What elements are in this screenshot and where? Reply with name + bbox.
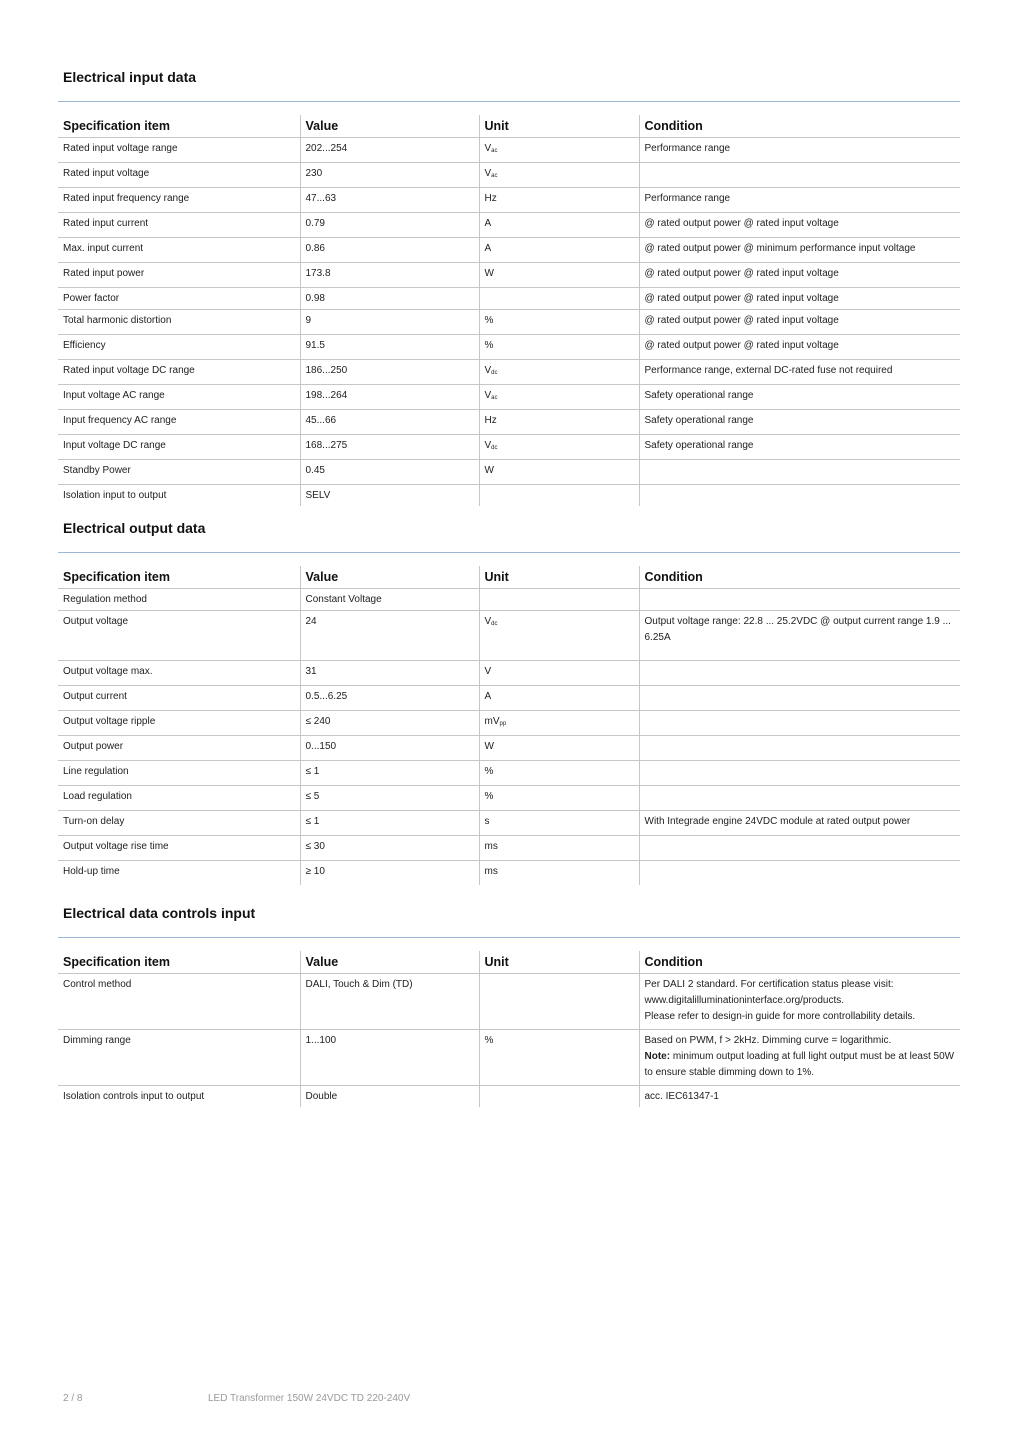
table-row (58, 238, 960, 263)
table-row (58, 611, 960, 661)
input-rows (58, 138, 960, 507)
spec-unit: % (479, 1030, 639, 1086)
condition-line: www.digitalilluminationinterface.org/products. (644, 995, 845, 1006)
spec-item: Rated input voltage range (58, 138, 300, 163)
table-row (58, 736, 960, 761)
spec-value: ≤ 5 (300, 786, 479, 811)
spec-item: Isolation input to output (63, 490, 167, 501)
spec-item: Input frequency AC range (58, 410, 300, 435)
spec-unit (479, 485, 639, 507)
spec-condition: @ rated output power @ rated input voltage (639, 213, 960, 238)
header-row (58, 566, 960, 589)
unit-symbol: % (484, 791, 494, 802)
unit-symbol: V (484, 168, 492, 179)
spec-item: Dimming range (58, 1030, 300, 1086)
spec-item: Control method (58, 974, 300, 1030)
spec-condition (639, 974, 960, 1030)
table-row (58, 686, 960, 711)
table-row (58, 360, 960, 385)
table-row (58, 1030, 960, 1086)
spec-unit (479, 811, 639, 836)
table-row (58, 761, 960, 786)
table-row (58, 861, 960, 886)
unit-symbol: ms (484, 866, 498, 877)
header-value: Value (300, 115, 479, 138)
spec-item: Output voltage max. (58, 661, 300, 686)
spec-value: 186...250 (300, 360, 479, 385)
spec-value: ≤ 1 (300, 811, 479, 836)
table-row (58, 661, 960, 686)
spec-condition (639, 589, 960, 611)
spec-condition: @ rated output power @ minimum performance input voltage (639, 238, 960, 263)
spec-unit (479, 360, 639, 385)
spec-unit (479, 761, 639, 786)
table-row (58, 188, 960, 213)
spec-value: Double (300, 1086, 479, 1108)
unit-subscript: ac (491, 173, 498, 179)
spec-unit (479, 163, 639, 188)
spec-condition (639, 163, 960, 188)
spec-value: 0.79 (300, 213, 479, 238)
spec-unit (479, 836, 639, 861)
unit-subscript: ac (491, 395, 498, 401)
spec-condition: Performance range (639, 138, 960, 163)
unit-symbol: V (484, 143, 492, 154)
spec-value: 45...66 (300, 410, 479, 435)
spec-condition: acc. IEC61347-1 (639, 1086, 960, 1108)
spec-value: ≤ 1 (300, 761, 479, 786)
unit-symbol: Hz (484, 415, 497, 426)
spec-unit (479, 711, 639, 736)
table-row (58, 263, 960, 288)
unit-subscript: ac (491, 148, 498, 154)
header-value: Value (300, 951, 479, 974)
spec-value: 0.86 (300, 238, 479, 263)
unit-symbol: A (484, 218, 492, 229)
spec-value: 91.5 (300, 335, 479, 360)
header-item: Specification item (58, 115, 300, 138)
unit-symbol: A (484, 691, 492, 702)
spec-condition: Safety operational range (639, 410, 960, 435)
unit-symbol: W (484, 268, 494, 279)
input-table (58, 115, 960, 506)
spec-condition: With Integrade engine 24VDC module at rated output power (639, 811, 960, 836)
spec-value: 0.45 (300, 460, 479, 485)
spec-condition: Performance range (639, 188, 960, 213)
spec-condition (639, 736, 960, 761)
spec-condition (639, 661, 960, 686)
spec-unit (479, 435, 639, 460)
unit-symbol: W (484, 741, 494, 752)
spec-unit (479, 188, 639, 213)
header-row (58, 115, 960, 138)
header-unit: Unit (479, 566, 639, 589)
unit-symbol: s (484, 816, 490, 827)
spec-item: Total harmonic distortion (58, 310, 300, 335)
table-row (58, 138, 960, 163)
condition-line: Based on PWM, f > 2kHz. Dimming curve = logarithmic. (644, 1035, 892, 1046)
spec-value: 173.8 (300, 263, 479, 288)
spec-condition (639, 836, 960, 861)
unit-symbol: ms (484, 841, 498, 852)
unit-subscript: dc (491, 621, 498, 627)
table-row (58, 974, 960, 1030)
table-row (58, 335, 960, 360)
section-title: Electrical input data (63, 69, 197, 85)
spec-item: Power factor (58, 288, 300, 310)
unit-symbol: V (484, 365, 492, 376)
spec-unit (479, 460, 639, 485)
spec-condition (639, 761, 960, 786)
spec-item: Isolation controls input to output (63, 1091, 205, 1102)
spec-unit (479, 410, 639, 435)
spec-value: 0...150 (300, 736, 479, 761)
unit-symbol: A (484, 243, 492, 254)
spec-item: Rated input frequency range (58, 188, 300, 213)
spec-unit (479, 138, 639, 163)
spec-item: Rated input current (58, 213, 300, 238)
unit-symbol: % (484, 315, 494, 326)
spec-condition: @ rated output power @ rated input voltage (639, 310, 960, 335)
spec-item: Output voltage (58, 611, 300, 661)
spec-item: Max. input current (58, 238, 300, 263)
spec-value: 31 (300, 661, 479, 686)
spec-item: Output voltage ripple (58, 711, 300, 736)
spec-condition: Performance range, external DC-rated fuse not required (639, 360, 960, 385)
spec-item: Turn-on delay (58, 811, 300, 836)
table-row (58, 163, 960, 188)
spec-condition: @ rated output power @ rated input voltage (639, 335, 960, 360)
unit-symbol: W (484, 465, 494, 476)
spec-item: Input voltage AC range (58, 385, 300, 410)
spec-unit (479, 974, 639, 1030)
section-title: Electrical data controls input (63, 905, 256, 921)
header-condition: Condition (639, 951, 960, 974)
spec-item: Rated input voltage (58, 163, 300, 188)
spec-item: Output current (58, 686, 300, 711)
spec-unit (479, 736, 639, 761)
table-row (58, 385, 960, 410)
unit-subscript: pp (499, 721, 507, 727)
spec-unit (479, 335, 639, 360)
spec-condition: Safety operational range (639, 435, 960, 460)
spec-value: DALI, Touch & Dim (TD) (300, 974, 479, 1030)
spec-value: 202...254 (300, 138, 479, 163)
header-item: Specification item (58, 951, 300, 974)
spec-item: Load regulation (58, 786, 300, 811)
spec-value: ≥ 10 (300, 861, 479, 886)
spec-value: 168...275 (300, 435, 479, 460)
header-condition: Condition (639, 115, 960, 138)
spec-unit (479, 385, 639, 410)
table-row (58, 485, 960, 507)
header-value: Value (300, 566, 479, 589)
controls-table (58, 951, 960, 1107)
header-item: Specification item (58, 566, 300, 589)
header-unit: Unit (479, 951, 639, 974)
section-divider (58, 101, 960, 102)
spec-unit (479, 686, 639, 711)
spec-unit (479, 238, 639, 263)
header-condition: Condition (639, 566, 960, 589)
spec-condition (639, 686, 960, 711)
spec-condition: @ rated output power @ rated input voltage (639, 263, 960, 288)
spec-condition: Output voltage range: 22.8 ... 25.2VDC @ output current range 1.9 ... 6.25A (639, 611, 960, 661)
spec-condition (639, 485, 960, 507)
page-number: 2 / 8 (63, 1393, 83, 1404)
section-divider (58, 552, 960, 553)
condition-line: Per DALI 2 standard. For certification status please visit: (644, 979, 894, 990)
unit-symbol: V (484, 616, 492, 627)
spec-value: 230 (300, 163, 479, 188)
table-row (58, 410, 960, 435)
spec-value: ≤ 240 (300, 711, 479, 736)
spec-unit (479, 661, 639, 686)
table-row (58, 786, 960, 811)
table-row (58, 811, 960, 836)
output-table (58, 566, 960, 885)
spec-value: 24 (300, 611, 479, 661)
spec-item: Line regulation (58, 761, 300, 786)
output-rows (58, 589, 960, 886)
spec-condition (639, 460, 960, 485)
spec-value: Constant Voltage (300, 589, 479, 611)
spec-unit (479, 288, 639, 310)
spec-value: 47...63 (300, 188, 479, 213)
section-divider (58, 937, 960, 938)
spec-value: ≤ 30 (300, 836, 479, 861)
table-row (58, 1086, 960, 1108)
spec-item: Standby Power (58, 460, 300, 485)
spec-condition (639, 1030, 960, 1086)
product-name: LED Transformer 150W 24VDC TD 220-240V (208, 1393, 411, 1404)
table-row (58, 435, 960, 460)
spec-value: 198...264 (300, 385, 479, 410)
table-row (58, 836, 960, 861)
spec-unit (479, 589, 639, 611)
spec-unit (479, 310, 639, 335)
unit-symbol: V (484, 390, 492, 401)
header-row (58, 951, 960, 974)
spec-unit (479, 786, 639, 811)
spec-value: 9 (300, 310, 479, 335)
table-row (58, 589, 960, 611)
spec-unit (479, 263, 639, 288)
spec-value: 0.5...6.25 (300, 686, 479, 711)
spec-unit (479, 1086, 639, 1108)
spec-condition: Safety operational range (639, 385, 960, 410)
input-section (58, 64, 960, 506)
spec-unit (479, 611, 639, 661)
unit-symbol: Hz (484, 193, 497, 204)
spec-unit (479, 213, 639, 238)
spec-item: Rated input voltage DC range (58, 360, 300, 385)
spec-condition (639, 861, 960, 886)
spec-item: Rated input power (58, 263, 300, 288)
header-unit: Unit (479, 115, 639, 138)
spec-value: SELV (300, 485, 479, 507)
spec-item: Regulation method (58, 589, 300, 611)
table-row (58, 460, 960, 485)
spec-condition: @ rated output power @ rated input voltage (639, 288, 960, 310)
spec-item: Output voltage rise time (58, 836, 300, 861)
table-row (58, 310, 960, 335)
spec-value: 0.98 (300, 288, 479, 310)
unit-symbol: mV (484, 716, 500, 727)
unit-symbol: % (484, 340, 494, 351)
table-row (58, 213, 960, 238)
spec-value: 1...100 (300, 1030, 479, 1086)
spec-item: Efficiency (58, 335, 300, 360)
output-section (58, 515, 960, 885)
spec-condition (639, 711, 960, 736)
unit-symbol: V (484, 666, 492, 677)
spec-unit (479, 861, 639, 886)
spec-item: Output power (58, 736, 300, 761)
controls-section (58, 900, 960, 1107)
note-label: Note: (644, 1051, 671, 1062)
section-title: Electrical output data (63, 520, 206, 536)
page-footer (63, 1393, 410, 1404)
spec-item: Input voltage DC range (58, 435, 300, 460)
unit-subscript: dc (491, 370, 498, 376)
unit-symbol: V (484, 440, 492, 451)
condition-line: Please refer to design-in guide for more controllability details. (644, 1011, 916, 1022)
spec-condition (639, 786, 960, 811)
spec-item: Hold-up time (63, 866, 120, 877)
unit-symbol: % (484, 766, 494, 777)
table-row (58, 711, 960, 736)
note-text: minimum output loading at full light output must be at least 50W to ensure stable dimming down to 1%. (644, 1051, 955, 1078)
unit-subscript: dc (491, 445, 498, 451)
table-row (58, 288, 960, 310)
